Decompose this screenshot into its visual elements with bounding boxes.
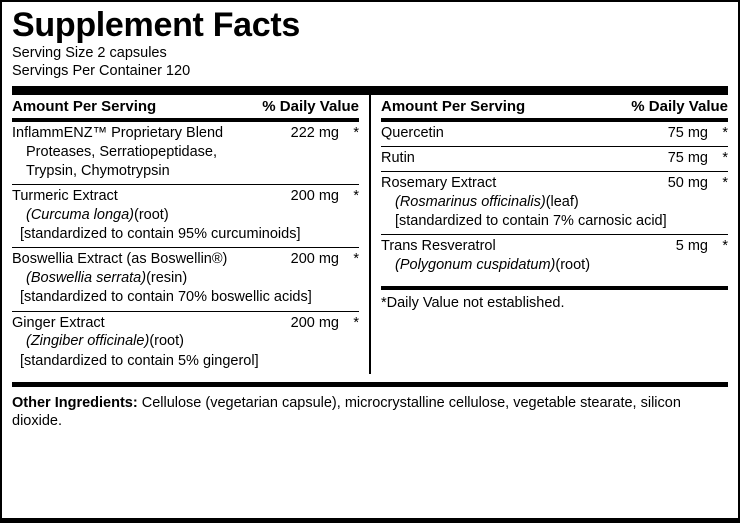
table-row <box>12 248 359 310</box>
ingredient-name: Trans Resveratrol <box>381 238 496 255</box>
botanical-part: (root) <box>134 207 169 224</box>
ingredient-amount: 5 mg <box>675 238 708 255</box>
ingredient-name: Rosemary Extract <box>381 174 497 191</box>
botanical-part: (root) <box>149 333 184 350</box>
other-ingredients-label: Other Ingredients: <box>12 394 138 411</box>
table-row <box>12 122 359 184</box>
ingredient-botanical <box>381 193 728 212</box>
table-row <box>381 147 728 171</box>
botanical-part: (resin) <box>146 270 188 287</box>
page-title: Supplement Facts <box>12 6 301 44</box>
botanical-latin-name: (Zingiber officinale) <box>26 333 150 350</box>
botanical-latin-name: (Boswellia serrata) <box>26 270 147 287</box>
ingredient-daily-value: * <box>722 150 728 167</box>
divider-thick-top <box>12 86 728 95</box>
ingredient-amount: 75 mg <box>667 150 708 167</box>
other-ingredients <box>12 394 728 432</box>
botanical-part: (leaf) <box>545 193 579 210</box>
table-row <box>381 235 728 278</box>
daily-value-footnote: *Daily Value not established. <box>381 295 565 311</box>
other-ingredients-text: Cellulose (vegetarian capsule), microcrystalline cellulose, vegetable stearate, silicon dioxide. <box>12 394 681 430</box>
ingredient-amount: 222 mg <box>290 125 339 142</box>
ingredient-botanical <box>12 269 359 288</box>
ingredient-daily-value: * <box>353 251 359 268</box>
ingredient-standardization: [standardized to contain 7% carnosic acid] <box>395 212 667 229</box>
left-column-header <box>12 95 359 118</box>
ingredient-name: Turmeric Extract <box>12 188 118 205</box>
amount-per-serving-label: Amount Per Serving <box>381 98 526 116</box>
ingredient-subline: Trypsin, Chymotrypsin <box>26 163 170 180</box>
daily-value-label: % Daily Value <box>262 98 359 116</box>
table-row <box>12 312 359 374</box>
panel-bottom-rule <box>2 518 738 521</box>
ingredient-amount: 200 mg <box>290 251 339 268</box>
right-column <box>369 95 728 373</box>
ingredient-amount: 75 mg <box>667 125 708 142</box>
table-row <box>381 172 728 234</box>
ingredient-standardization: [standardized to contain 70% boswellic acids] <box>20 289 312 306</box>
ingredient-daily-value: * <box>353 125 359 142</box>
botanical-latin-name: (Polygonum cuspidatum) <box>395 256 556 273</box>
ingredient-standardization: [standardized to contain 95% curcuminoids] <box>20 226 301 243</box>
ingredient-botanical <box>12 332 359 351</box>
botanical-latin-name: (Curcuma longa) <box>26 207 134 224</box>
left-column <box>12 95 369 373</box>
ingredient-standardization: [standardized to contain 5% gingerol] <box>20 352 259 369</box>
ingredient-daily-value: * <box>722 174 728 191</box>
ingredient-botanical <box>381 256 728 275</box>
ingredient-name: Rutin <box>381 150 415 167</box>
botanical-latin-name: (Rosmarinus officinalis) <box>395 193 546 210</box>
divider-thick-bottom <box>12 382 728 387</box>
ingredient-daily-value: * <box>722 238 728 255</box>
amount-per-serving-label: Amount Per Serving <box>12 98 157 116</box>
ingredient-daily-value: * <box>353 188 359 205</box>
ingredient-subline: Proteases, Serratiopeptidase, <box>26 144 218 161</box>
serving-size: Serving Size 2 capsules <box>12 45 167 61</box>
ingredient-amount: 200 mg <box>290 188 339 205</box>
daily-value-label: % Daily Value <box>631 98 728 116</box>
ingredient-amount: 50 mg <box>667 174 708 191</box>
nutrition-columns <box>12 95 728 373</box>
table-row <box>12 185 359 247</box>
ingredient-daily-value: * <box>353 314 359 331</box>
ingredient-name: Ginger Extract <box>12 314 105 331</box>
ingredient-name: Boswellia Extract (as Boswellin®) <box>12 251 228 268</box>
ingredient-amount: 200 mg <box>290 314 339 331</box>
servings-per-container: Servings Per Container 120 <box>12 63 191 80</box>
right-column-header <box>381 95 728 118</box>
ingredient-botanical <box>12 206 359 225</box>
ingredient-daily-value: * <box>722 125 728 142</box>
botanical-part: (root) <box>555 256 591 273</box>
ingredient-name: InflammENZ™ Proprietary Blend <box>12 125 224 142</box>
ingredient-name: Quercetin <box>381 125 444 142</box>
table-row <box>381 122 728 146</box>
